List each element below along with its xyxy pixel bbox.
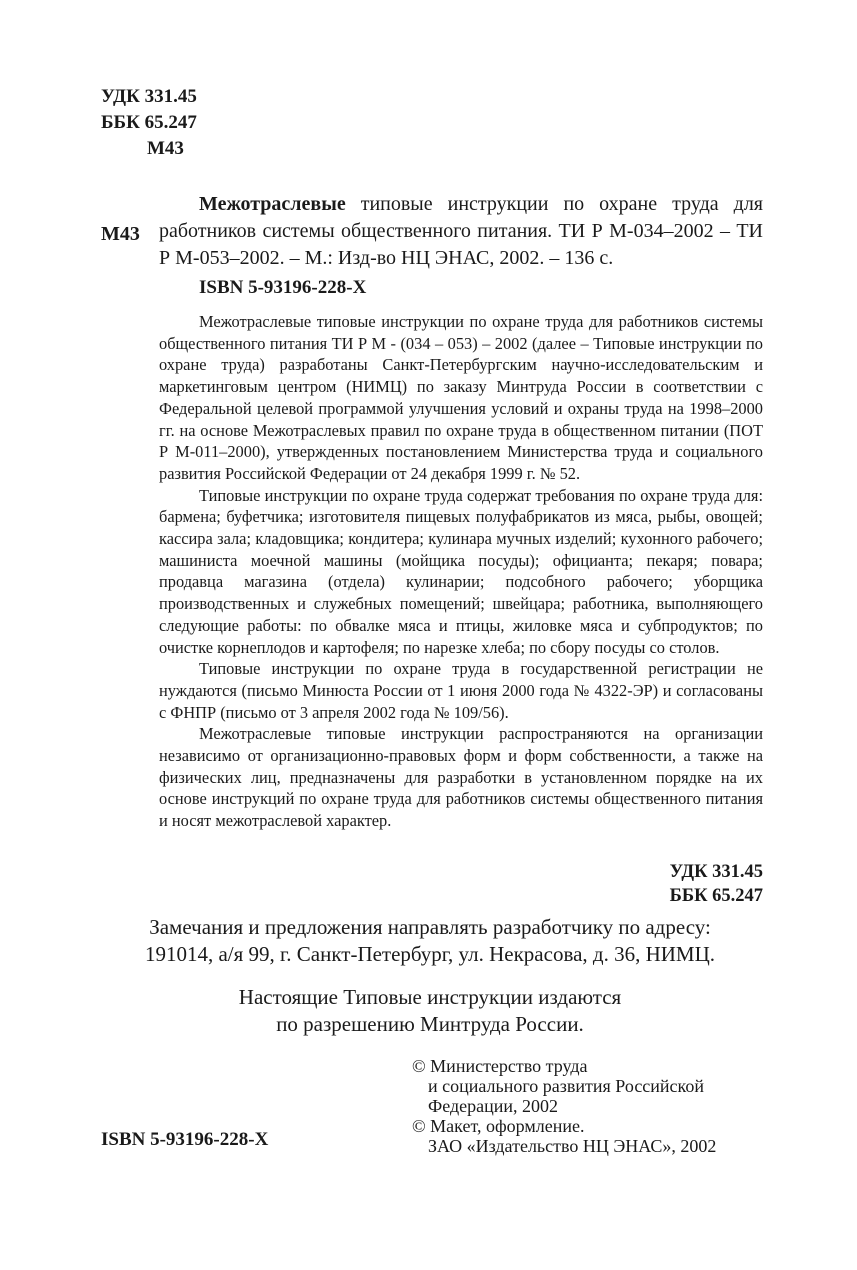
address-line: 191014, а/я 99, г. Санкт-Петербург, ул. Некрасова, д. 36, НИМЦ. — [144, 942, 716, 966]
title-bold: Межотраслевые — [199, 193, 346, 215]
abstract-paragraph: Межотраслевые типовые инструкции по охране труда для работников системы общественного питания ТИ Р М - (034 – 053) – 2002 (далее – Типовые инструкции по охране труда) разработаны Санкт-Петербургским научно-исследовательским и маркетинговым центром (НИМЦ) по заказу Минтруда России в соответствии с Федеральной целевой программой улучшения условий и охраны труда на 1998–2000 гг. на основе Межотраслевых правил по охране труда в общественном питании (ПОТ Р М-011–2000), утвержденных постановлением Министерства труда и социального развития Российской Федерации от 24 декабря 1999 г. № 52. — [159, 312, 763, 483]
permission-line: Настоящие Типовые инструкции издаются — [238, 985, 622, 1009]
copyright-line: и социального развития Российской — [428, 1076, 705, 1096]
isbn-bottom: ISBN 5-93196-228-X — [101, 1129, 269, 1150]
copyright-line: Федерации, 2002 — [428, 1096, 559, 1116]
author-mark: М43 — [147, 138, 184, 159]
remarks-address — [100, 914, 760, 968]
abstract — [159, 311, 763, 832]
abstract-paragraph: Межотраслевые типовые инструкции распространяются на организации независимо от организационно-правовых форм и форм собственности, а также на физических лиц, предназначены для разработки в установленном порядке на их основе инструкций по охране труда для работников системы общественного питания и носят межотраслевой характер. — [159, 724, 763, 831]
bibliographic-author-mark: М43 — [101, 223, 140, 245]
permission-note — [100, 984, 760, 1038]
title-rest: типовые инструкции по охране труда для работников системы общественного питания. ТИ Р М-034–2002 – ТИ Р М-053–2002. – М.: Изд-во НЦ ЭНАС, 2002. – 136 с. — [159, 193, 763, 269]
bbk-code: ББК 65.247 — [101, 112, 197, 133]
udk-code: УДК 331.45 — [101, 86, 197, 107]
bibliographic-description — [159, 191, 763, 272]
abstract-paragraph: Типовые инструкции по охране труда содержат требования по охране труда для: бармена; буфетчика; изготовителя пищевых полуфабрикатов из мяса, рыбы, овощей; кассира зала; кладовщика; кондитера; кулинара мучных изделий; кухонного рабочего; машиниста моечной машины (мойщика посуды); официанта; пекаря; повара; продавца магазина (отдела) кулинарии; подсобного рабочего; уборщика производственных и служебных помещений; швейцара; работника, выполняющего следующие работы: по обвалке мяса и птицы, жиловке мяса и субпродуктов; по очистке корнеплодов и картофеля; по нарезке хлеба; по сбору посуды со столов. — [159, 485, 763, 657]
isbn-top: ISBN 5-93196-228-X — [199, 277, 367, 298]
permission-line: по разрешению Минтруда России. — [276, 1012, 584, 1036]
copyright-line: © Макет, оформление. — [412, 1116, 585, 1136]
udk-code-right: УДК 331.45 — [669, 862, 763, 882]
remarks-line: Замечания и предложения направлять разработчику по адресу: — [149, 915, 711, 939]
classification-right — [670, 860, 763, 908]
bbk-code-right: ББК 65.247 — [669, 886, 763, 906]
copyright-line: ЗАО «Издательство НЦ ЭНАС», 2002 — [428, 1136, 717, 1156]
copyright-block — [412, 1056, 716, 1156]
classification-header — [101, 84, 197, 162]
copyright-line: © Министерство труда — [412, 1056, 588, 1076]
abstract-paragraph: Типовые инструкции по охране труда в государственной регистрации не нуждаются (письмо Минюста России от 1 июня 2000 года № 4322-ЭР) и согласованы с ФНПР (письмо от 3 апреля 2002 года № 109/56). — [159, 659, 763, 722]
